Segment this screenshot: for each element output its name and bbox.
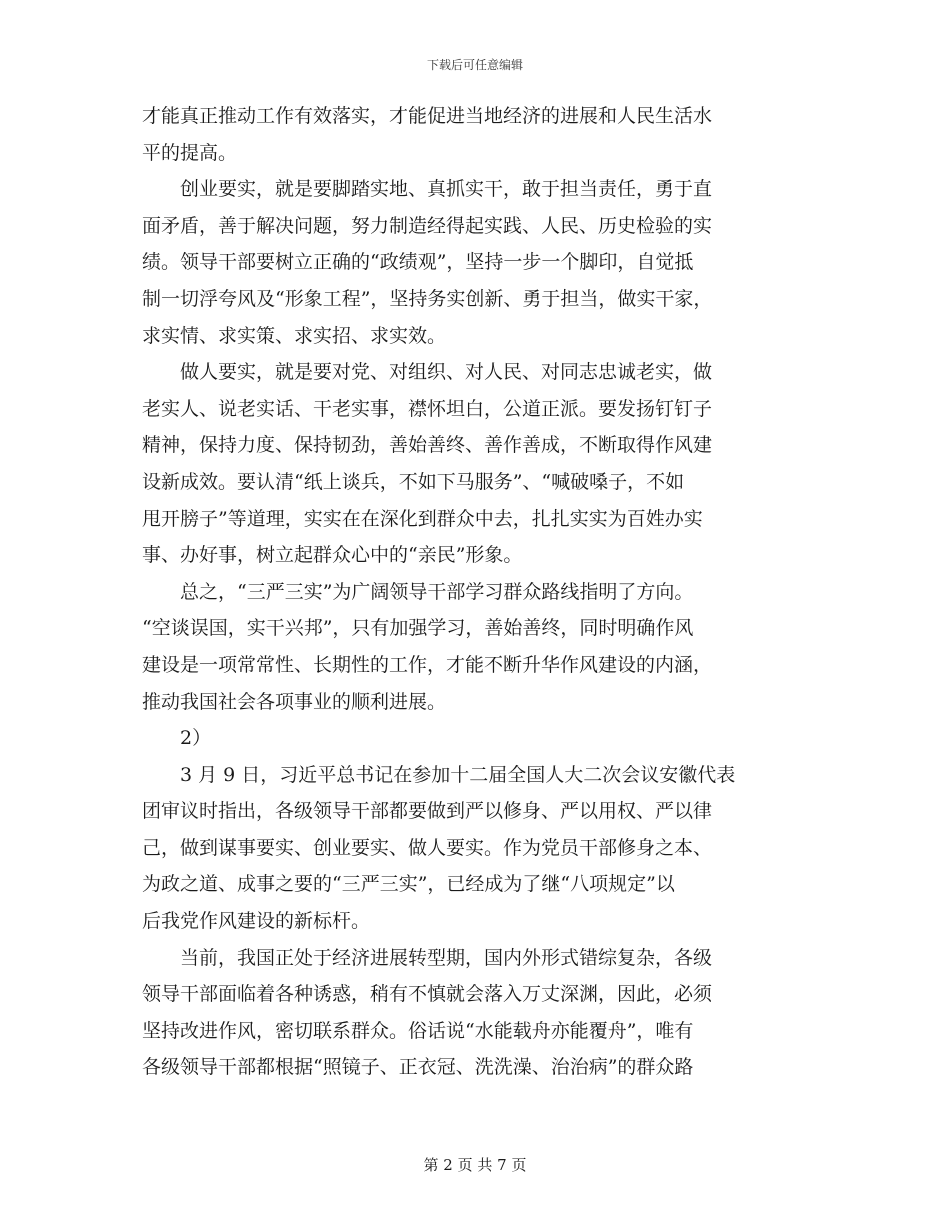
text-line: 为政之道、成事之要的“三严三实”，已经成为了继“八项规定”以 bbox=[142, 873, 675, 896]
text-line: 当前，我国正处于经济进展转型期，国内外形式错综复杂，各级 bbox=[180, 946, 713, 969]
text-line: 总之，“三严三实”为广阔领导干部学习群众路线指明了方向。 bbox=[180, 580, 694, 603]
text-line: 做人要实，就是要对党、对组织、对人民、对同志忠诚老实，做 bbox=[180, 361, 713, 384]
section-number: 2） bbox=[180, 727, 212, 750]
text-line: 3 月 9 日，习近平总书记在参加十二届全国人大二次会议安徽代表 bbox=[180, 763, 736, 786]
text-line: 领导干部面临着各种诱惑，稍有不慎就会落入万丈深渊，因此，必须 bbox=[142, 983, 713, 1006]
page-header: 下载后可任意编辑 bbox=[426, 58, 523, 72]
text-line: 才能真正推动工作有效落实，才能促进当地经济的进展和人民生活水 bbox=[142, 105, 713, 127]
text-line: 后我党作风建设的新标杆。 bbox=[142, 910, 371, 933]
text-line: 推动我国社会各项事业的顺利进展。 bbox=[142, 690, 447, 713]
text-line: “空谈误国，实干兴邦”，只有加强学习，善始善终，同时明确作风 bbox=[142, 617, 694, 640]
text-line: 建设是一项常常性、长期性的工作，才能不断升华作风建设的内涵， bbox=[142, 653, 713, 676]
text-line: 设新成效。要认清“纸上谈兵，不如下马服务”、“喊破嗓子，不如 bbox=[142, 470, 685, 493]
text-line: 甩开膀子”等道理，实实在在深化到群众中去，扎扎实实为百姓办实 bbox=[142, 507, 703, 530]
text-line: 面矛盾，善于解决问题，努力制造经得起实践、人民、历史检验的实 bbox=[142, 214, 713, 237]
text-line: 事、办好事，树立起群众心中的“亲民”形象。 bbox=[142, 544, 523, 567]
document-body bbox=[142, 98, 822, 1086]
page-footer: 第 2 页 共 7 页 bbox=[423, 1156, 527, 1174]
text-line: 己，做到谋事要实、创业要实、做人要实。作为党员干部修身之本、 bbox=[142, 836, 713, 859]
text-line: 各级领导干部都根据“照镜子、正衣冠、洗洗澡、治治病”的群众路 bbox=[142, 1056, 694, 1079]
text-line: 老实人、说老实话、干老实事，襟怀坦白，公道正派。要发扬钉钉子 bbox=[142, 397, 713, 420]
text-line: 平的提高。 bbox=[142, 141, 238, 164]
text-line: 创业要实，就是要脚踏实地、真抓实干，敢于担当责任，勇于直 bbox=[180, 178, 713, 201]
text-line: 精神，保持力度、保持韧劲，善始善终、善作善成，不断取得作风建 bbox=[142, 434, 713, 457]
text-line: 求实情、求实策、求实招、求实效。 bbox=[142, 324, 447, 347]
text-line: 团审议时指出，各级领导干部都要做到严以修身、严以用权、严以律 bbox=[142, 800, 713, 823]
text-line: 制一切浮夸风及“形象工程”，坚持务实创新、勇于担当，做实干家， bbox=[142, 287, 713, 310]
text-line: 坚持改进作风，密切联系群众。俗话说“水能载舟亦能覆舟”，唯有 bbox=[142, 1019, 694, 1042]
text-line: 绩。领导干部要树立正确的“政绩观”，坚持一步一个脚印，自觉抵 bbox=[142, 251, 694, 274]
